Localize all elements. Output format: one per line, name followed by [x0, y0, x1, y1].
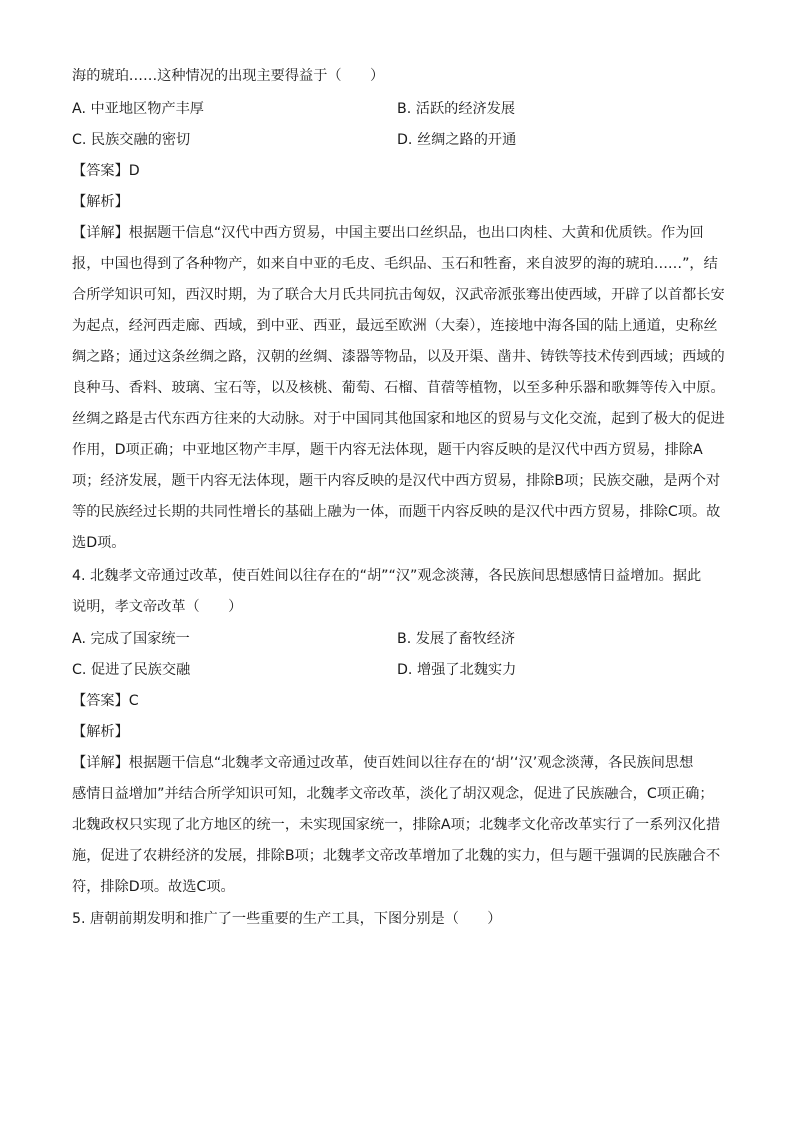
- q3-analysis-label: 【解析】: [72, 194, 129, 210]
- q4-option-a: A. 完成了国家统一: [72, 631, 190, 647]
- q3-option-d: D. 丝绸之路的开通: [397, 132, 517, 148]
- q3-explanation-line: 报，中国也得到了各种物产，如来自中亚的毛皮、毛织品、玉石和牲畜，来自波罗的海的琥珀……”，结: [72, 256, 718, 272]
- q3-explanation-line: 良种马、香料、玻璃、宝石等，以及核桃、葡萄、石榴、苜蓿等植物，以至多种乐器和歌舞等传入中原。: [72, 380, 725, 396]
- q3-explanation-line: 为起点，经河西走廊、西域，到中亚、西亚，最远至欧洲（大秦），连接地中海各国的陆上通道，史称丝: [72, 318, 718, 334]
- q4-stem-line: 4. 北魏孝文帝通过改革，使百姓间以往存在的“胡”“汉”观念淡薄，各民族间思想感情日益增加。据此: [72, 568, 702, 584]
- q4-explanation-line: 施，促进了农耕经济的发展，排除B项；北魏孝文帝改革增加了北魏的实力，但与题干强调的民族融合不: [72, 848, 721, 864]
- q4-explanation-line: 感情日益增加”并结合所学知识可知，北魏孝文帝改革，淡化了胡汉观念，促进了民族融合，C项正确；: [72, 786, 714, 802]
- q4-answer: 【答案】C: [72, 693, 139, 709]
- q4-explanation-line: 北魏政权只实现了北方地区的统一，未实现国家统一，排除A项；北魏孝文化帝改革实行了一系列汉化措: [72, 817, 721, 833]
- q4-explanation-line: 符，排除D项。故选C项。: [72, 879, 235, 895]
- q4-analysis-label: 【解析】: [72, 724, 129, 740]
- q4-explanation-line: 【详解】根据题干信息“北魏孝文帝通过改革，使百姓间以往存在的‘胡’‘汉’观念淡薄，各民族间思想: [72, 755, 694, 771]
- q3-option-b: B. 活跃的经济发展: [397, 101, 516, 117]
- q3-option-a: A. 中亚地区物产丰厚: [72, 101, 204, 117]
- q3-explanation-line: 作用，D项正确；中亚地区物产丰厚，题干内容无法体现，题干内容反映的是汉代中西方贸易，排除A: [72, 442, 703, 458]
- q4-option-c: C. 促进了民族交融: [72, 662, 191, 678]
- q4-option-b: B. 发展了畜牧经济: [397, 631, 516, 647]
- q4-stem-line: 说明，孝文帝改革（ ）: [72, 599, 243, 615]
- q3-explanation-line: 合所学知识可知，西汉时期，为了联合大月氏共同抗击匈奴，汉武帝派张骞出使西域，开辟了以首都长安: [72, 287, 725, 303]
- q3-answer: 【答案】D: [72, 163, 140, 179]
- q3-explanation-line: 丝绸之路是古代东西方往来的大动脉。对于中国同其他国家和地区的贸易与文化交流，起到了极大的促进: [72, 411, 725, 427]
- q5-stem: 5. 唐朝前期发明和推广了一些重要的生产工具，下图分别是（ ）: [72, 911, 502, 927]
- q3-option-c: C. 民族交融的密切: [72, 132, 191, 148]
- q3-explanation-line: 【详解】根据题干信息“汉代中西方贸易，中国主要出口丝织品，也出口肉桂、大黄和优质铁。作为回: [72, 225, 704, 241]
- q3-explanation-line: 等的民族经过长期的共同性增长的基础上融为一体，而题干内容反映的是汉代中西方贸易，排除C项。故: [72, 504, 721, 520]
- q3-explanation-line: 项；经济发展，题干内容无法体现，题干内容反映的是汉代中西方贸易，排除B项；民族交融，是两个对: [72, 473, 721, 489]
- q3-explanation-line: 绸之路；通过这条丝绸之路，汉朝的丝绸、漆器等物品，以及开渠、凿井、铸铁等技术传到西域；西域的: [72, 349, 725, 365]
- q3-stem-tail: 海的琥珀……这种情况的出现主要得益于（ ）: [72, 68, 385, 84]
- q4-option-d: D. 增强了北魏实力: [397, 662, 517, 678]
- q3-explanation-line: 选D项。: [72, 535, 126, 551]
